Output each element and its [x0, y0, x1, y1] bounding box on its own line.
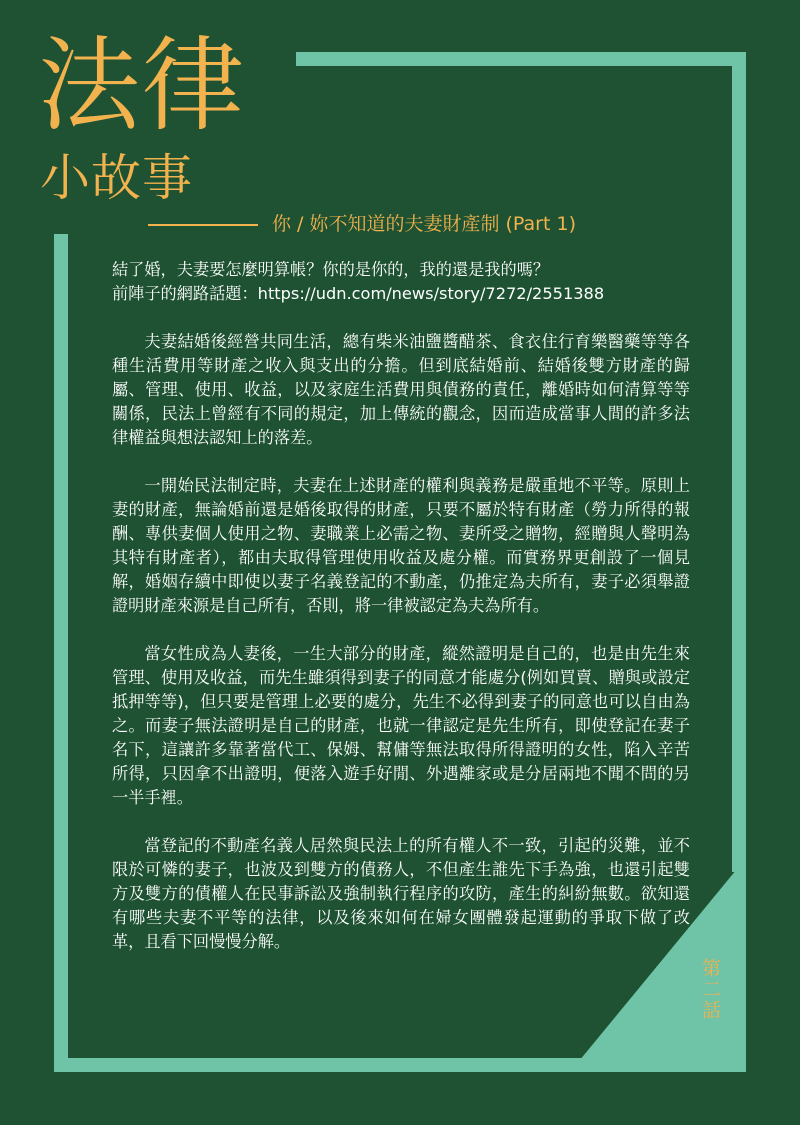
subtitle-rule — [148, 224, 258, 226]
intro-link-line: 前陣子的網路話題：https://udn.com/news/story/7272/2551388 — [112, 284, 605, 303]
page-subtitle-heading: 小故事 — [40, 149, 193, 207]
page-title: 法律 — [38, 27, 246, 146]
article-subtitle: 你 / 妳不知道的夫妻財產制 (Part 1) — [272, 213, 576, 235]
intro-question: 結了婚，夫妻要怎麼明算帳？你的是你的，我的還是我的嗎？ — [112, 260, 550, 279]
paragraph-2: 一開始民法制定時，夫妻在上述財產的權利與義務是嚴重地不平等。原則上妻的財產，無論婚前還是婚後取得的財產，只要不屬於特有財產（勞力所得的報酬、專供妻個人使用之物、妻職業上必需之物、妻所受之贈物，經贈與人聲明為其特有財產者），都由夫取得管理使用收益及處分權。而實務界更創設了一個見解，婚姻存續中即使以妻子名義登記的不動產，仍推定為夫所有，妻子必須舉證證明財產來源是自己所有，否則，將一律被認定為夫為所有。 — [112, 476, 690, 615]
frame-bottom-bar — [54, 1058, 584, 1072]
paragraph-1: 夫妻結婚後經營共同生活，總有柴米油鹽醬醋茶、食衣住行育樂醫藥等等各種生活費用等財產之收入與支出的分擔。但到底結婚前、結婚後雙方財產的歸屬、管理、使用、收益，以及家庭生活費用與債務的責任，離婚時如何清算等等關係，民法上曾經有不同的規定，加上傳統的觀念，因而造成當事人間的許多法律權益與想法認知上的落差。 — [112, 332, 690, 447]
paragraph-3: 當女性成為人妻後，一生大部分的財產，縱然證明是自己的，也是由先生來管理、使用及收益，而先生雖須得到妻子的同意才能處分(例如買賣、贈與或設定抵押等等)，但只要是管理上必要的處分，先生不必得到妻子的同意也可以自由為之。而妻子無法證明是自己的財產，也就一律認定是先生所有，即使登記在妻子名下，這讓許多靠著當代工、保姆、幫傭等無法取得所得證明的女性，陷入辛苦所得，只因拿不出證明，便落入遊手好閒、外遇離家或是分居兩地不聞不問的另一半手裡。 — [112, 644, 690, 807]
episode-label: 第二話 — [699, 958, 721, 1021]
paragraph-4: 當登記的不動產名義人居然與民法上的所有權人不一致，引起的災難，並不限於可憐的妻子，也波及到雙方的債務人，不但產生誰先下手為強，也還引起雙方及雙方的債權人在民事訴訟及強制執行程序的攻防，產生的糾紛無數。欲知還有哪些夫妻不平等的法律，以及後來如何在婦女團體發起運動的爭取下做了改革，且看下回慢慢分解。 — [112, 836, 690, 951]
frame-right-bar — [732, 52, 746, 872]
frame-top-bar — [296, 52, 746, 66]
article-body — [112, 258, 690, 954]
frame-left-bar — [54, 234, 68, 1072]
